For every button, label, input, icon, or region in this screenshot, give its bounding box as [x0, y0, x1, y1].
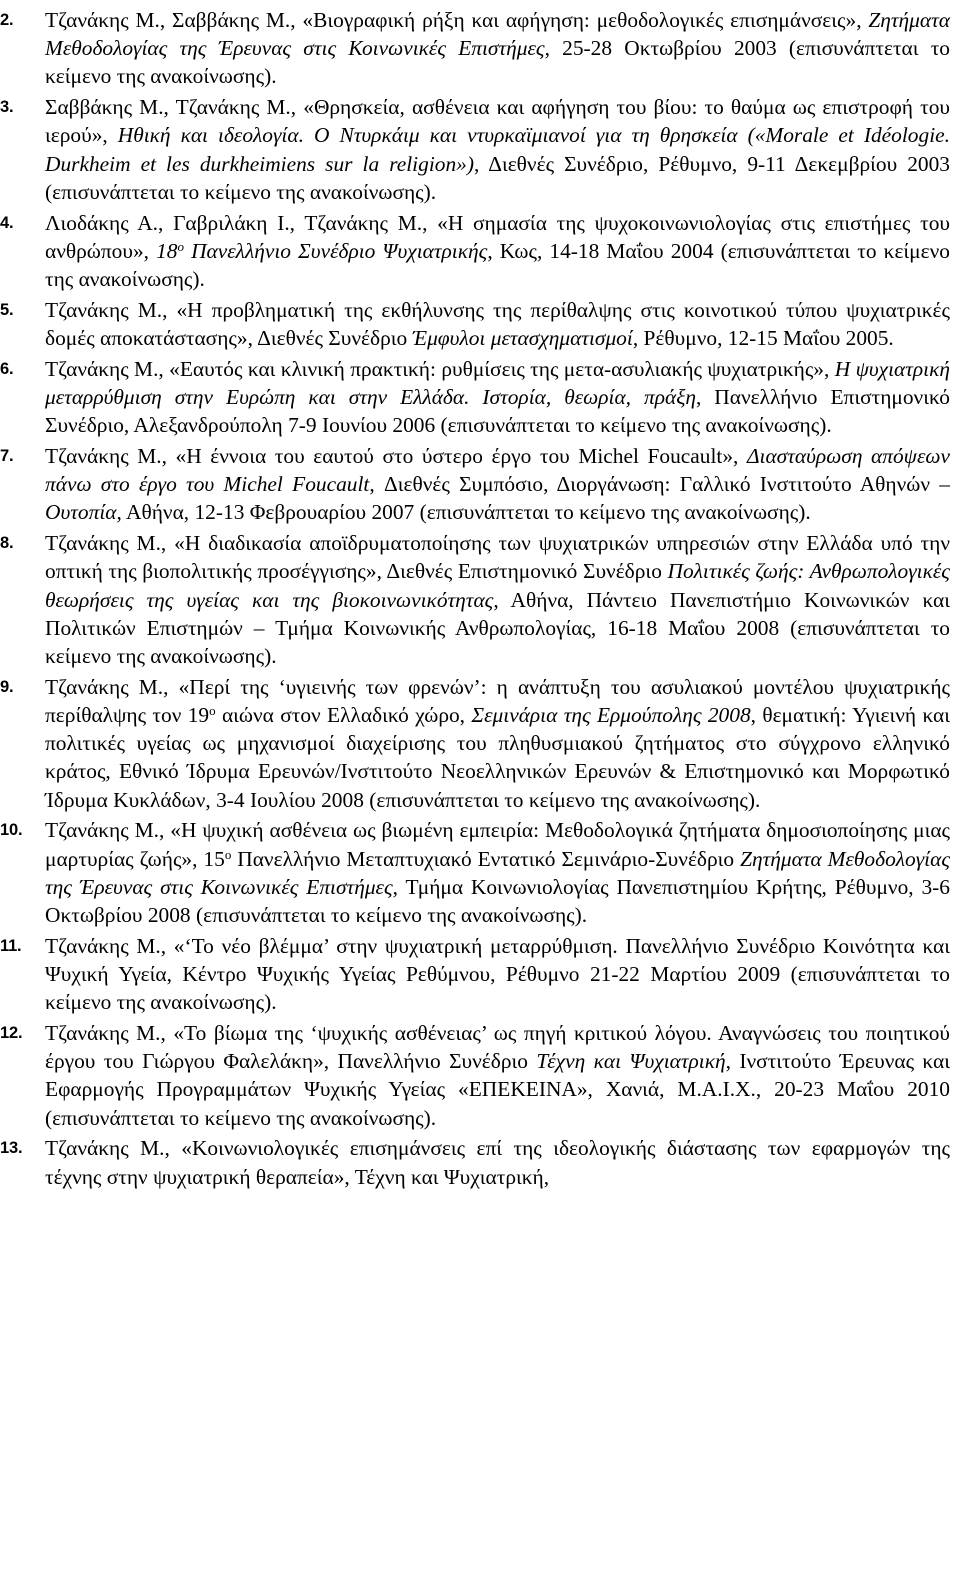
- reference-item: [0, 209, 960, 294]
- reference-item: [0, 932, 960, 1017]
- reference-item: [0, 6, 960, 91]
- reference-number: 11.: [0, 936, 22, 955]
- reference-text: , Ινστιτούτο Έρευνας και Εφαρμογής Προγραμμάτων Ψυχικής Υγείας «ΕΠΕΚΕΙΝΑ», Χανιά, Μ.Α.Ι.Χ., 20-23 Μαΐου 2010 (επισυνάπτεται το κείμενο της ανακοίνωσης).: [45, 1049, 950, 1130]
- reference-title-italic: Έμφυλοι μετασχηματισμοί: [412, 326, 633, 351]
- reference-item: [0, 673, 960, 814]
- reference-text: ο: [209, 703, 216, 719]
- reference-text: Τζανάκης Μ., «Η προβληματική της εκθήλυνσης της περίθαλψης στις κοινοτικού τύπου ψυχιατρικές δομές αποκατάστασης», Διεθνές Συνέδριο: [45, 297, 950, 351]
- reference-title-italic: Πανελλήνιο Συνέδριο Ψυχιατρικής: [184, 238, 488, 263]
- reference-text: Τζανάκης Μ., «Η διαδικασία αποϊδρυματοποίησης των ψυχιατρικών υπηρεσιών στην Ελλάδα υπό την οπτική της βιοπολιτικής προσέγγισης», Διεθνές Επιστημονικό Συνέδριο: [45, 531, 950, 584]
- reference-number: 12.: [0, 1024, 23, 1043]
- reference-item: [0, 1134, 960, 1190]
- reference-title-italic: Σεμινάρια της Ερμούπολης 2008: [471, 703, 751, 728]
- reference-text: , Κως, 14-18 Μαΐου 2004 (επισυνάπτεται το κείμενο της ανακοίνωσης).: [45, 238, 951, 292]
- reference-number: 5.: [0, 300, 14, 319]
- reference-title-italic: 18: [156, 238, 178, 263]
- reference-item: [0, 442, 960, 527]
- reference-text: , Διεθνές Συνέδριο, Ρέθυμνο, 9-11 Δεκεμβρίου 2003 (επισυνάπτεται το κείμενο της ανακοίνωσης).: [45, 151, 950, 204]
- reference-text: ο: [224, 846, 232, 862]
- reference-title-italic: Τέχνη και Ψυχιατρική: [536, 1049, 726, 1074]
- reference-item: [0, 816, 960, 929]
- reference-number: 2.: [0, 11, 14, 29]
- reference-text: Τζανάκης Μ., «Περί της ‘υγιεινής των φρενών’: η ανάπτυξη του ασυλιακού μοντέλου ψυχιατρικής περίθαλψης τον 19: [45, 674, 950, 728]
- reference-item: [0, 1019, 960, 1132]
- reference-number: 8.: [0, 534, 14, 553]
- reference-item: [0, 296, 960, 352]
- reference-text: , 25-28 Οκτωβρίου 2003 (επισυνάπτεται το κείμενο της ανακοίνωσης).: [45, 36, 950, 89]
- reference-text: , θεματική: Υγιεινή και πολιτικές υγείας ως μηχανισμοί διαχείρισης του πληθυσμιακού ζητήματος στο σύγχρονο ελληνικό κράτος, Εθνικό Ίδρυμα Ερευνών/Ινστιτούτο Νεοελληνικών Ερευνών & Επιστημονικό και Μορφωτικό Ίδρυμα Κυκλάδων, 3-4 Ιουλίου 2008 (επισυνάπτεται το κείμενο της ανακοίνωσης).: [45, 703, 950, 812]
- reference-text: Τζανάκης Μ., «Η έννοια του εαυτού στο ύστερο έργο του Michel Foucault»,: [45, 444, 747, 469]
- reference-text: Τζανάκης Μ., «Η ψυχική ασθένεια ως βιωμένη εμπειρία: Μεθοδολογικά ζητήματα δημοσιοποίησης μιας μαρτυρίας ζωής», 15: [45, 818, 950, 871]
- reference-number: 7.: [0, 447, 14, 466]
- reference-text: αιώνα στον Ελλαδικό χώρο,: [215, 703, 472, 728]
- reference-item: [0, 355, 960, 440]
- reference-text: , Διεθνές Συμπόσιο, Διοργάνωση: Γαλλικό Ινστιτούτο Αθηνών –: [369, 472, 950, 497]
- reference-number: 10.: [0, 821, 23, 840]
- reference-number: 3.: [0, 98, 14, 117]
- reference-title-italic: Πολιτικές ζωής: Ανθρωπολογικές θεωρήσεις της υγείας και της βιοκοινωνικότητας: [45, 559, 950, 612]
- reference-text: , Ρέθυμνο, 12-15 Μαΐου 2005.: [632, 326, 894, 351]
- reference-text: , Πανελλήνιο Επιστημονικό Συνέδριο, Αλεξανδρούπολη 7-9 Ιουνίου 2006 (επισυνάπτεται το κείμενο της ανακοίνωσης).: [45, 385, 950, 438]
- reference-list: [0, 6, 960, 1191]
- reference-text: Σαββάκης Μ., Τζανάκης Μ., «Θρησκεία, ασθένεια και αφήγηση του βίου: το θαύμα ως επιστροφή του ιερού»,: [45, 95, 950, 148]
- document-page: [0, 6, 960, 1193]
- reference-title-italic: Ηθική και ιδεολογία. Ο Ντυρκάιμ και ντυρκαϊμιανοί για τη θρησκεία («Morale et Idéologie. Durkheim et les durkheimiens sur la religion»): [45, 123, 950, 176]
- reference-text: , Αθήνα, Πάντειο Πανεπιστήμιο Κοινωνικών και Πολιτικών Επιστημών – Τμήμα Κοινωνικής Ανθρωπολογίας, 16-18 Μαΐου 2008 (επισυνάπτεται το κείμενο της ανακοίνωσης).: [45, 587, 951, 669]
- reference-text: Πανελλήνιο Μεταπτυχιακό Εντατικό Σεμινάριο-Συνέδριο: [231, 846, 741, 871]
- reference-title-italic: Διασταύρωση απόψεων πάνω στο έργο του Michel Foucault: [45, 444, 950, 497]
- reference-item: [0, 93, 960, 206]
- reference-title-italic: Ζητήματα Μεθοδολογίας της Έρευνας στις Κοινωνικές Επιστήμες: [45, 8, 950, 61]
- reference-text: Τζανάκης Μ., «Το βίωμα της ‘ψυχικής ασθένειας’ ως πηγή κριτικού λόγου. Αναγνώσεις του ποιητικού έργου του Γιώργου Φαλελάκη», Πανελλήνιο Συνέδριο: [45, 1021, 950, 1074]
- reference-item: [0, 529, 960, 670]
- reference-title-italic: Η ψυχιατρική μεταρρύθμιση στην Ευρώπη και στην Ελλάδα. Ιστορία, θεωρία, πράξη: [45, 356, 950, 410]
- reference-text: Τζανάκης Μ., Σαββάκης Μ., «Βιογραφική ρήξη και αφήγηση: μεθοδολογικές επισημάνσεις»,: [45, 8, 869, 32]
- reference-text: , Αθήνα, 12-13 Φεβρουαρίου 2007 (επισυνάπτεται το κείμενο της ανακοίνωσης).: [116, 500, 811, 525]
- reference-text: , Τμήμα Κοινωνιολογίας Πανεπιστημίου Κρήτης, Ρέθυμνο, 3-6 Οκτωβρίου 2008 (επισυνάπτεται το κείμενο της ανακοίνωσης).: [45, 874, 950, 928]
- reference-text: Τζανάκης Μ., «Κοινωνιολογικές επισημάνσεις επί της ιδεολογικής διάστασης των εφαρμογών της τέχνης στην ψυχιατρική θεραπεία», Τέχνη και Ψυχιατρική,: [45, 1136, 950, 1189]
- reference-text: Τζανάκης Μ., «‘Το νέο βλέμμα’ στην ψυχιατρική μεταρρύθμιση. Πανελλήνιο Συνέδριο Κοινότητα και Ψυχική Υγεία, Κέντρο Ψυχικής Υγείας Ρεθύμνου, Ρέθυμνο 21-22 Μαρτίου 2009 (επισυνάπτεται το κείμενο της ανακοίνωσης).: [45, 933, 950, 1015]
- reference-text: Λιοδάκης Α., Γαβριλάκη Ι., Τζανάκης Μ., «Η σημασία της ψυχοκοινωνιολογίας στις επιστήμες του ανθρώπου»,: [45, 210, 950, 263]
- reference-number: 9.: [0, 677, 14, 696]
- reference-number: 4.: [0, 213, 14, 232]
- reference-text: ο: [177, 238, 184, 254]
- reference-number: 13.: [0, 1139, 23, 1158]
- reference-number: 6.: [0, 359, 14, 378]
- reference-title-italic: Ζητήματα Μεθοδολογίας της Έρευνας στις Κοινωνικές Επιστήμες: [45, 846, 950, 899]
- reference-title-italic: Ουτοπία: [45, 500, 117, 525]
- reference-text: Τζανάκης Μ., «Εαυτός και κλινική πρακτική: ρυθμίσεις της μετα-ασυλιακής ψυχιατρικής»,: [45, 356, 835, 381]
